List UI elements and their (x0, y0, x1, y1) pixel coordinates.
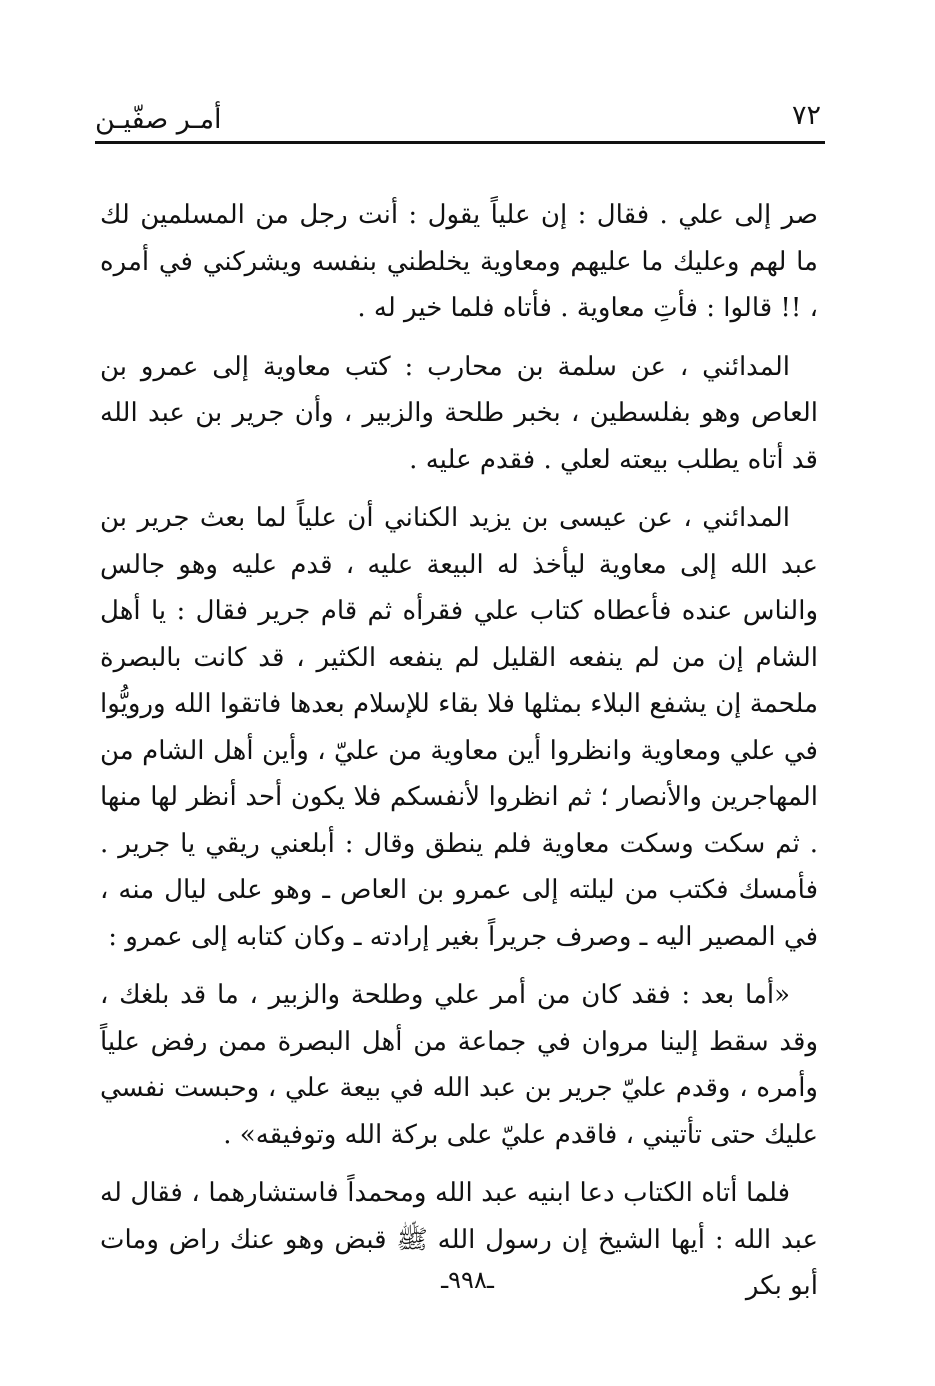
paragraph-1: صر إلى علي . فقال : إن علياً يقول : أنت رجل من المسلمين لك ما لهم وعليك ما عليهم ومعاوية يخلطني بنفسه ويشركني في أمره ، !! قالوا : فأتِ معاوية . فأتاه فلما خير له . (100, 200, 818, 323)
paragraph-4: «أما بعد : فقد كان من أمر علي وطلحة والزبير ، ما قد بلغك ، وقد سقط إلينا مروان في جماعة من أهل البصرة ممن رفض علياً وأمره ، وقدم عليّ جرير بن عبد الله في بيعة علي ، وحبست نفسي عليك حتى تأتيني ، فاقدم عليّ على بركة الله وتوفيقه» . (100, 980, 818, 1150)
page-header (95, 88, 825, 148)
header-rule (95, 141, 825, 144)
body-text (100, 192, 818, 1322)
running-title: أمـر صفّيـن (95, 104, 222, 135)
footer-page-number: ـ٩٩٨ـ (441, 1266, 494, 1294)
paragraph-5: فلما أتاه الكتاب دعا ابنيه عبد الله ومحمداً فاستشارهما ، فقال له عبد الله : أيها الشيخ إن رسول الله ﷺ قبض وهو عنك راض ومات أبو بكر (100, 1178, 818, 1301)
header-page-number: ٧٢ (791, 100, 821, 131)
paragraph-3: المدائني ، عن عيسى بن يزيد الكناني أن علياً لما بعث جرير بن عبد الله إلى معاوية ليأخذ له البيعة عليه ، قدم عليه وهو جالس والناس عنده فأعطاه كتاب علي فقرأه ثم قام جرير فقال : يا أهل الشام إن من لم ينفعه القليل لم ينفعه الكثير ، قد كانت بالبصرة ملحمة إن يشفع البلاء بمثلها فلا بقاء للإسلام بعدها فاتقوا الله ورويُّوا في علي ومعاوية وانظروا أين معاوية من عليّ ، وأين أهل الشام من المهاجرين والأنصار ؛ ثم انظروا لأنفسكم فلا يكون أحد أنظر لها منها . ثم سكت وسكت معاوية فلم ينطق وقال : أبلعني ريقي يا جرير . فأمسك فكتب من ليلته إلى عمرو بن العاص ـ وهو على ليال منه ، في المصير اليه ـ وصرف جريراً بغير إرادته ـ وكان كتابه إلى عمرو : (100, 503, 818, 952)
paragraph-2: المدائني ، عن سلمة بن محارب : كتب معاوية إلى عمرو بن العاص وهو بفلسطين ، بخبر طلحة والزبير ، وأن جرير بن عبد الله قد أتاه يطلب بيعته لعلي . فقدم عليه . (100, 351, 818, 475)
